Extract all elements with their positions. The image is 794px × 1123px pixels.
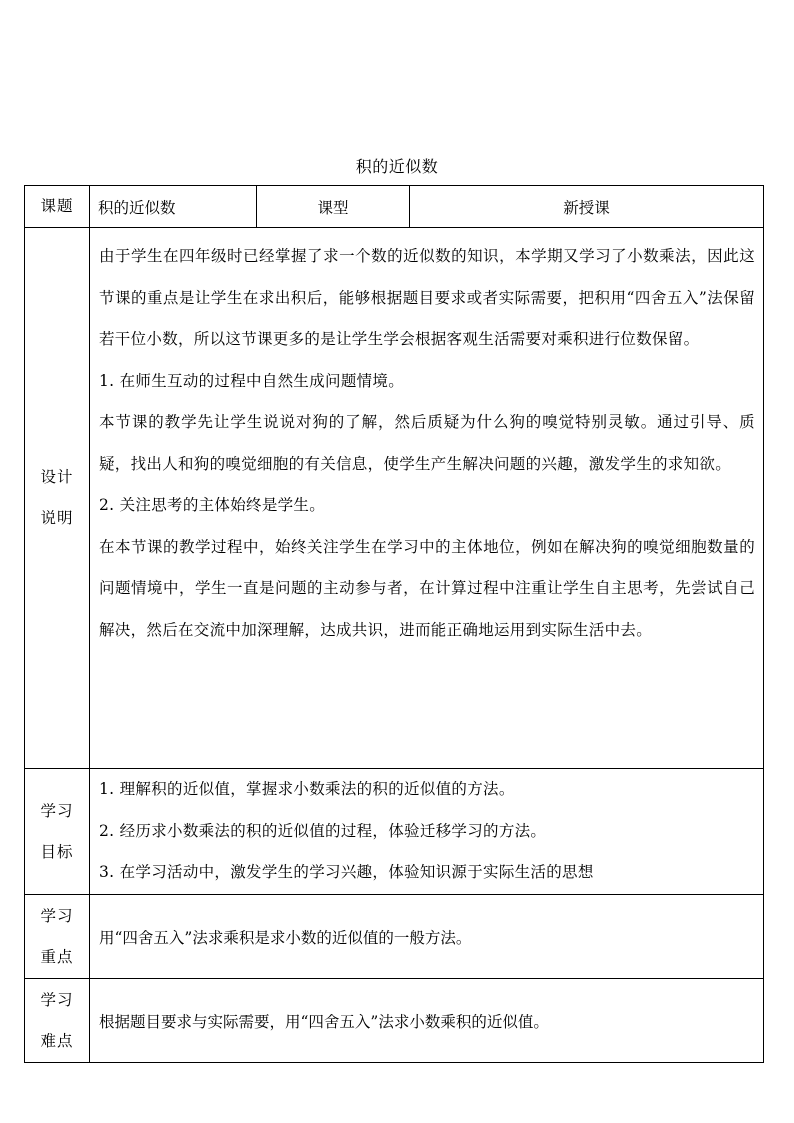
difficulties-content: 根据题目要求与实际需要，用“四舍五入”法求小数乘积的近似值。 bbox=[90, 979, 764, 1063]
key-points-content: 用“四舍五入”法求乘积是求小数的近似值的一般方法。 bbox=[90, 895, 764, 979]
key-points-row bbox=[25, 895, 764, 979]
design-notes-label bbox=[25, 228, 90, 769]
design-notes-paragraph: 由于学生在四年级时已经掌握了求一个数的近似数的知识，本学期又学习了小数乘法，因此这节课的重点是让学生在求出积后，能够根据题目要求或者实际需要，把积用“四舍五入”法保留若干位小数，所以这节课更多的是让学生学会根据客观生活需要对乘积进行位数保留。 bbox=[99, 247, 755, 348]
topic-label: 课题 bbox=[25, 186, 90, 228]
document-title: 积的近似数 bbox=[355, 157, 439, 176]
learning-goals-content bbox=[90, 769, 764, 895]
header-row bbox=[25, 186, 764, 228]
difficulties-label-line1: 学习 bbox=[40, 990, 74, 1009]
difficulties-label-line2: 难点 bbox=[40, 1031, 74, 1050]
design-notes-paragraph: 1. 在师生互动的过程中自然生成问题情境。 bbox=[99, 371, 405, 390]
design-notes-paragraph: 本节课的教学先让学生说说对狗的了解，然后质疑为什么狗的嗅觉特别灵敏。通过引导、质疑，找出人和狗的嗅觉细胞的有关信息，使学生产生解决问题的兴趣，激发学生的求知欲。 bbox=[99, 413, 755, 473]
type-value: 新授课 bbox=[410, 186, 764, 228]
learning-goal-item: 1. 理解积的近似值，掌握求小数乘法的积的近似值的方法。 bbox=[99, 780, 515, 798]
key-points-label bbox=[25, 895, 90, 979]
design-notes-label-line2: 说明 bbox=[40, 509, 74, 527]
difficulties-row bbox=[25, 979, 764, 1063]
key-points-label-line2: 重点 bbox=[40, 947, 74, 966]
design-notes-label-line1: 设计 bbox=[40, 468, 74, 486]
design-notes-paragraph: 在本节课的教学过程中，始终关注学生在学习中的主体地位，例如在解决狗的嗅觉细胞数量的问题情境中，学生一直是问题的主动参与者，在计算过程中注重让学生自主思考，先尝试自己解决，然后在交流中加深理解，达成共识，进而能正确地运用到实际生活中去。 bbox=[99, 537, 755, 639]
design-notes-content bbox=[90, 228, 764, 769]
topic-value: 积的近似数 bbox=[90, 186, 257, 228]
difficulties-label bbox=[25, 979, 90, 1063]
learning-goals-label bbox=[25, 769, 90, 895]
design-notes-paragraph: 2. 关注思考的主体始终是学生。 bbox=[99, 496, 326, 514]
key-points-label-line1: 学习 bbox=[40, 906, 74, 925]
lesson-plan-table bbox=[24, 185, 764, 1063]
learning-goals-row bbox=[25, 769, 764, 895]
learning-goal-item: 2. 经历求小数乘法的积的近似值的过程，体验迁移学习的方法。 bbox=[99, 821, 547, 840]
learning-goal-item: 3. 在学习活动中，激发学生的学习兴趣，体验知识源于实际生活的思想 bbox=[99, 863, 594, 881]
learning-goals-label-line1: 学习 bbox=[40, 801, 74, 820]
design-notes-row bbox=[25, 228, 764, 769]
type-label: 课型 bbox=[257, 186, 410, 228]
learning-goals-label-line2: 目标 bbox=[40, 842, 74, 861]
